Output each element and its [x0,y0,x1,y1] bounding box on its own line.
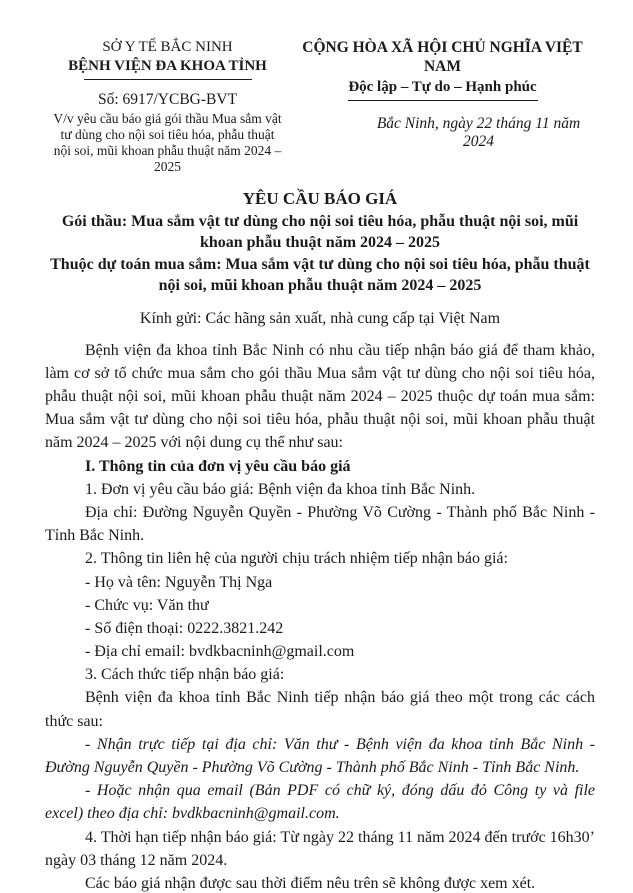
package-title: Gói thầu: Mua sắm vật tư dùng cho nội soi tiêu hóa, phẫu thuật nội soi, mũi khoan phẫu thuật năm 2024 – 2025 [61,212,579,251]
contact-email-line: - Địa chỉ email: bvdkbacninh@gmail.com [85,643,355,661]
national-header-block [290,38,595,151]
document-title: YÊU CẦU BÁO GIÁ [242,188,398,208]
issuer-underline [84,79,252,80]
budget-plan-title: Thuộc dự toán mua sắm: Mua sắm vật tư dùng cho nội soi tiêu hóa, phẫu thuật nội soi, mũi khoan phẫu thuật năm 2024 – 2025 [50,256,590,295]
contact-phone-line: - Số điện thoại: 0222.3821.242 [85,619,284,637]
document-number: Số: 6917/YCBG-BVT [97,90,238,108]
reception-method-intro: Bệnh viện đa khoa tỉnh Bắc Ninh tiếp nhận báo giá theo một trong các cách thức sau: [45,689,595,730]
national-motto: Độc lập – Tự do – Hạnh phúc [348,78,537,95]
contact-name-line: - Họ và tên: Nguyễn Thị Nga [85,573,273,591]
closing-note: Các báo giá nhận được sau thời điểm nêu trên sẽ không được xem xét. [85,874,536,892]
reception-method-direct: - Nhận trực tiếp tại địa chỉ: Văn thư - Bệnh viện đa khoa tỉnh Bắc Ninh - Đường Nguyễn Quyền - Phường Võ Cường - Thành phố Bắc Ninh - Tỉnh Bắc Ninh. [45,735,595,777]
document-header [45,38,595,175]
salutation-line: Kính gửi: Các hãng sản xuất, nhà cung cấp tại Việt Nam [139,310,501,328]
motto-underline [348,100,538,101]
address-line: Địa chỉ: Đường Nguyễn Quyền - Phường Võ Cường - Thành phố Bắc Ninh - Tỉnh Bắc Ninh. [45,503,595,545]
document-body [45,339,595,893]
intro-paragraph: Bệnh viện đa khoa tỉnh Bắc Ninh có nhu cầu tiếp nhận báo giá để tham khảo, làm cơ sở tổ chức mua sắm cho gói thầu Mua sắm vật tư dùng cho nội soi tiêu hóa, phẫu thuật nội soi, mũi khoan phẫu thuật năm 2024 – 2025 thuộc dự toán mua sắm: Mua sắm vật tư dùng cho nội soi tiêu hóa, phẫu thuật nội soi, mũi khoan phẫu thuật năm 2024 – 2025 với nội dung cụ thể như sau: [45,341,595,452]
document-subject: V/v yêu cầu báo giá gói thầu Mua sắm vật tư dùng cho nội soi tiêu hóa, phẫu thuật nội soi, mũi khoan phẫu thuật năm 2024 – 2025 [53,111,282,174]
place-date-line: Bắc Ninh, ngày 22 tháng 11 năm 2024 [376,115,581,150]
reception-method-email: - Hoặc nhận qua email (Bản PDF có chữ ký, đóng dấu đỏ Công ty và file excel) theo địa chỉ: bvdkbacninh@gmail.com. [45,782,595,823]
issuing-organization: BỆNH VIỆN ĐA KHOA TỈNH [68,57,267,74]
reception-method-heading: 3. Cách thức tiếp nhận báo giá: [85,666,285,684]
deadline-line: 4. Thời hạn tiếp nhận báo giá: Từ ngày 22 tháng 11 năm 2024 đến trước 16h30’ ngày 03 tháng 12 năm 2024. [45,828,595,869]
issuing-department: SỞ Y TẾ BẮC NINH [102,39,233,55]
requesting-unit-line: 1. Đơn vị yêu cầu báo giá: Bệnh viện đa khoa tỉnh Bắc Ninh. [85,480,476,498]
contact-title-line: - Chức vụ: Văn thư [85,596,209,614]
contact-info-heading: 2. Thông tin liên hệ của người chịu trách nhiệm tiếp nhận báo giá: [85,550,508,568]
section-1-heading: I. Thông tin của đơn vị yêu cầu báo giá [85,457,351,475]
national-title: CỘNG HÒA XÃ HỘI CHỦ NGHĨA VIỆT NAM [302,39,583,76]
issuer-block [45,38,290,175]
